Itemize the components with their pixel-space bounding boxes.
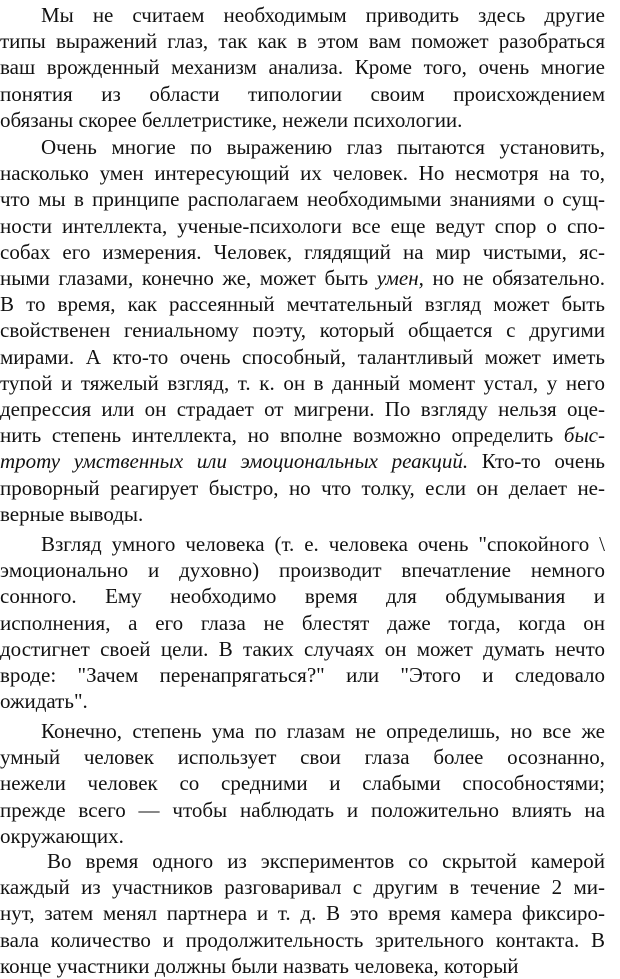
text-line	[0, 475, 605, 501]
text-line	[0, 900, 605, 926]
text-line	[0, 662, 605, 688]
text-line	[0, 317, 605, 343]
text-line	[0, 448, 605, 474]
text-line	[0, 239, 605, 265]
text-line	[0, 186, 605, 212]
text-line	[0, 610, 605, 636]
text-line	[0, 688, 88, 714]
text-line	[0, 291, 605, 317]
text-run: Конечно, степень ума по глазам не определишь, но все же	[41, 719, 605, 743]
text-run: Мы не считаем необходимым приводить здесь другие	[41, 3, 605, 27]
text-line	[0, 927, 605, 953]
text-run: ными глазами, конечно же, может быть	[0, 266, 377, 290]
text-run: В то время, как рассеянный мечтательный взгляд может быть	[0, 292, 605, 317]
text-line	[0, 81, 605, 107]
text-run: проворный реагирует быстро, но что толку, если он делает не-	[0, 475, 605, 500]
text-line	[0, 28, 605, 54]
text-line	[0, 213, 605, 239]
text-line	[0, 422, 605, 448]
text-run: сонного. Ему необходимо время для обдумывания и	[0, 584, 605, 609]
text-run: вроде: "Зачем перенапрягаться?" или "Этого и следовало	[0, 663, 605, 687]
text-run: умный человек использует свои глаза более осознанно,	[0, 745, 605, 770]
text-line	[41, 531, 605, 557]
text-run: насколько умен интересующий их человек. Но несмотря на то,	[0, 161, 605, 186]
text-run: каждый из участников разговаривал с другим в течение 2 ми-	[0, 875, 605, 900]
text-line	[0, 744, 605, 770]
text-run: ности интеллекта, ученые-психологи все еще ведут спор о спо-	[0, 213, 605, 238]
text-run: Во время одного из экспериментов со скрытой камерой	[47, 849, 605, 873]
text-run: депрессия или он страдает от мигрени. По взгляду нельзя оце-	[0, 397, 605, 421]
text-run: прежде всего — чтобы наблюдать и положительно влиять на	[0, 797, 605, 822]
text-line	[0, 636, 605, 662]
text-line	[0, 160, 605, 186]
text-run: вала количество и продолжительность зрительного контакта. В	[0, 927, 605, 952]
text-run: ожидать".	[0, 689, 88, 714]
text-line	[0, 107, 462, 133]
text-run: ваш врожденный механизм анализа. Кроме того, очень многие	[0, 55, 605, 80]
text-run: типы выражений глаз, так как в этом вам поможет разобраться	[0, 29, 605, 54]
text-line	[0, 823, 124, 849]
text-run: но не обязательно.	[423, 266, 605, 290]
text-run: нут, затем менял партнера и т. д. В это время камера фиксиро-	[0, 901, 605, 926]
text-run: исполнения, а его глаза не блестят даже тогда, когда он	[0, 610, 605, 635]
text-line	[0, 54, 605, 80]
italic-text: троту умственных или эмоциональных реакций.	[0, 449, 469, 474]
text-line	[0, 874, 605, 900]
text-line	[0, 370, 605, 396]
text-run: нежели человек со средними и слабыми способностями;	[0, 771, 605, 796]
text-run: мирами. А кто-то очень способный, талантливый может иметь	[0, 344, 605, 369]
text-run: конце участники должны были назвать человека, который	[0, 953, 519, 978]
text-line	[0, 583, 605, 609]
text-run: верные выводы.	[0, 501, 144, 526]
text-line	[0, 770, 605, 796]
text-line	[41, 134, 605, 160]
text-line	[0, 797, 605, 823]
text-run: достигнет своей цели. В таких случаях он может думать нечто	[0, 636, 605, 661]
text-run: окружающих.	[0, 823, 124, 848]
text-run: тупой и тяжелый взгляд, т. к. он в данный момент устал, у него	[0, 370, 605, 395]
text-run: обязаны скорее беллетристике, нежели психологии.	[0, 107, 463, 132]
italic-text: умен,	[376, 266, 424, 290]
text-run: что мы в принципе располагаем необходимыми знаниями о сущ-	[0, 187, 605, 212]
text-line	[41, 718, 605, 744]
text-line	[0, 396, 605, 422]
text-line	[41, 2, 605, 28]
text-run: понятия из области типологии своим происхождением	[0, 81, 605, 106]
text-run: Очень многие по выражению глаз пытаются установить,	[41, 135, 605, 159]
text-run: нить степень интеллекта, но вполне возможно определить	[0, 423, 564, 448]
text-line	[0, 265, 605, 291]
text-line	[47, 848, 605, 874]
text-line	[0, 557, 605, 583]
text-line	[0, 344, 605, 370]
text-run: Кто-то очень	[468, 449, 605, 474]
italic-text: быс-	[563, 423, 605, 448]
text-run: свойственен гениальному поэту, который общается с другими	[0, 318, 605, 343]
text-run: Взгляд умного человека (т. е. человека очень "спокойного \	[41, 532, 605, 556]
text-line	[0, 501, 143, 527]
text-run: собах его измерения. Человек, глядящий на мир чистыми, яс-	[0, 239, 605, 264]
text-run: эмоционально и духовно) производит впечатление немного	[0, 558, 605, 583]
text-line	[0, 953, 519, 979]
